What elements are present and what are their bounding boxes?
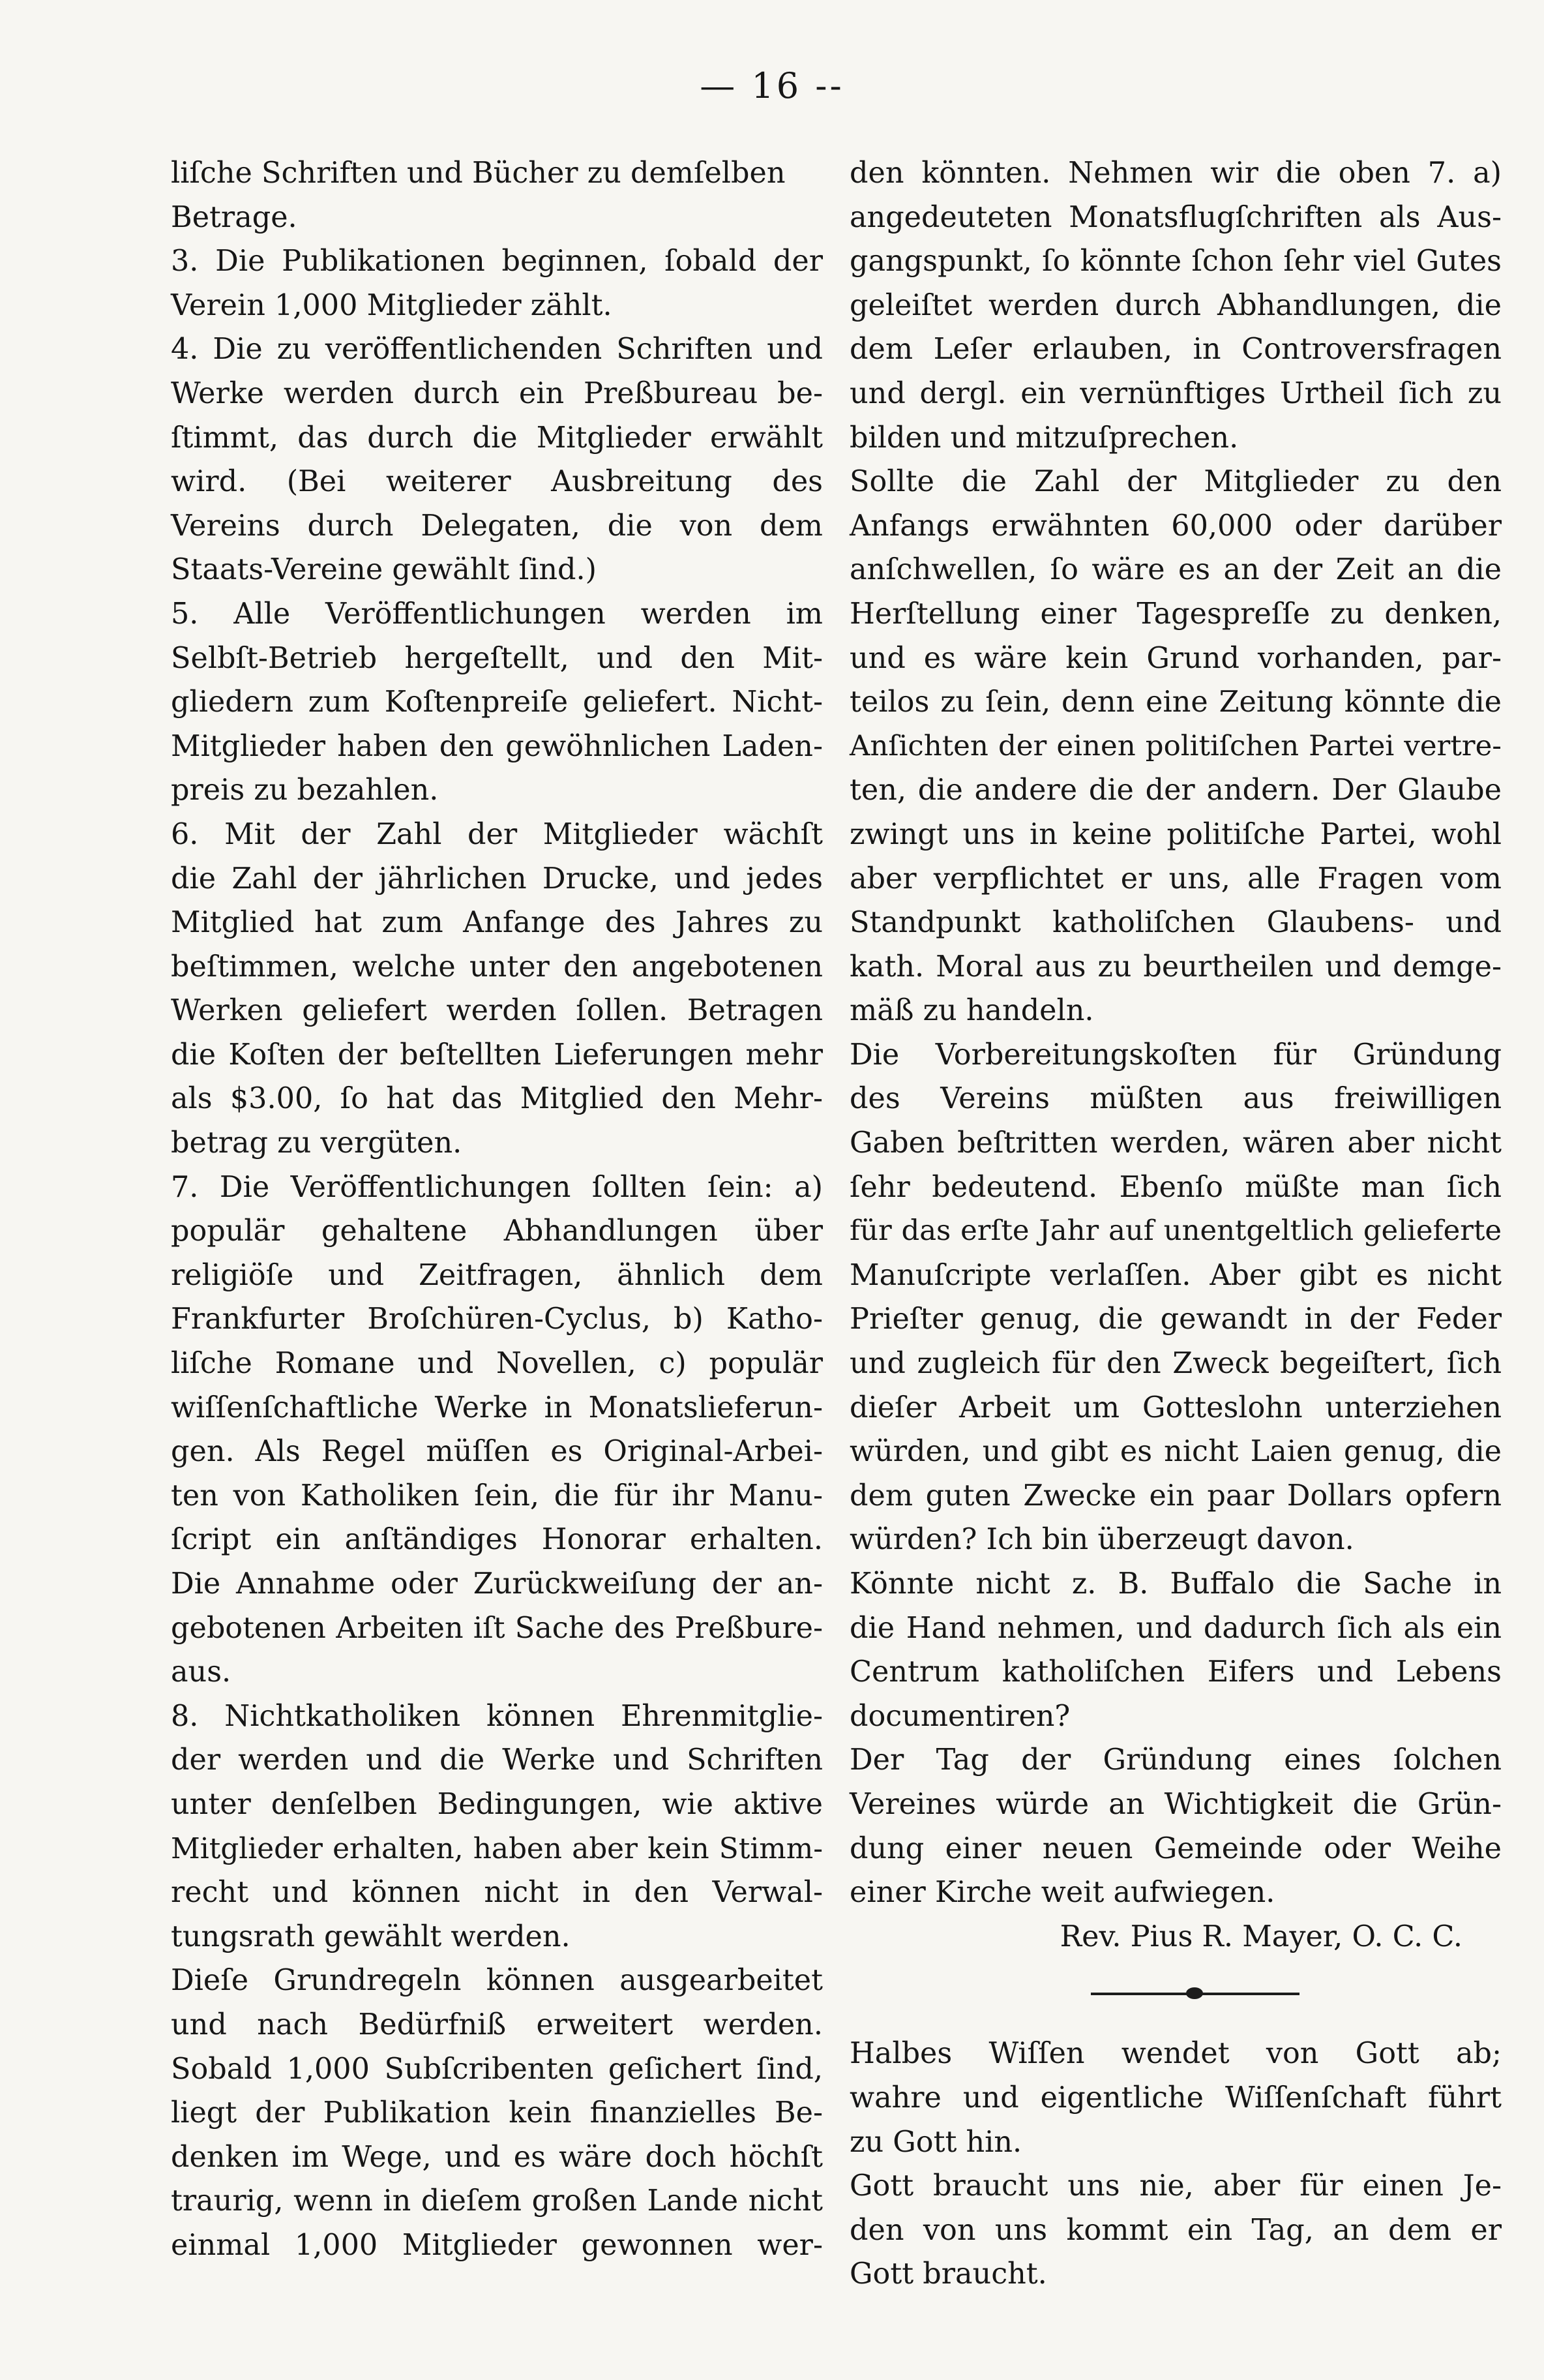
text-line: populär gehaltene Abhandlungen über — [171, 1214, 823, 1248]
text-line: und zugleich für den Zweck begeiſtert, ſich — [850, 1347, 1502, 1381]
text-line: gliedern zum Koſtenpreiſe geliefert. Nicht- — [171, 685, 823, 719]
text-line: Anfangs erwähnten 60,000 oder darüber — [850, 509, 1502, 543]
text-line: Mitglieder erhalten, haben aber kein Stimm- — [171, 1831, 823, 1865]
text-line: Gaben beſtritten werden, wären aber nicht — [850, 1126, 1502, 1160]
text-line: einer Kirche weit aufwiegen. — [850, 1876, 1275, 1910]
text-line: Selbſt-Betrieb hergeſtellt, und den Mit- — [171, 641, 823, 675]
text-line: ſcript ein anſtändiges Honorar erhalten. — [171, 1523, 823, 1557]
text-line: und es wäre kein Grund vorhanden, par- — [850, 641, 1502, 675]
text-line: Gott braucht. — [850, 2257, 1047, 2291]
text-line: Anſichten der einen politiſchen Partei vertre- — [850, 729, 1502, 762]
left-column — [171, 151, 823, 2268]
text-line: Vereins durch Delegaten, die von dem — [171, 509, 823, 543]
text-line: Der Tag der Gründung eines ſolchen — [850, 1743, 1502, 1777]
text-line: 4. Die zu veröffentlichenden Schriften und — [171, 333, 823, 367]
text-line: zu Gott hin. — [850, 2125, 1022, 2159]
text-line: Sollte die Zahl der Mitglieder zu den — [850, 465, 1502, 499]
text-line: aber verpflichtet er uns, alle Fragen vom — [850, 862, 1502, 896]
text-line: wiſſenſchaftliche Werke in Monatslieferun- — [171, 1391, 823, 1424]
text-line: dung einer neuen Gemeinde oder Weihe — [850, 1831, 1502, 1865]
text-line: preis zu bezahlen. — [171, 774, 439, 807]
text-line: denken im Wege, und es wäre doch höchſt — [171, 2140, 823, 2174]
text-line: Dieſe Grundregeln können ausgearbeitet — [171, 1964, 823, 1998]
text-line: Mitglied hat zum Anfange des Jahres zu — [171, 906, 823, 940]
text-line: 5. Alle Veröffentlichungen werden im — [171, 597, 823, 631]
text-line: Mitglieder haben den gewöhnlichen Laden- — [171, 729, 823, 763]
text-line: liegt der Publikation kein finanzielles Be- — [171, 2096, 823, 2130]
text-line: die Zahl der jährlichen Drucke, und jedes — [171, 862, 823, 896]
text-line: liſche Schriften und Bücher zu demſelben — [171, 157, 786, 190]
text-line: unter denſelben Bedingungen, wie aktive — [171, 1787, 823, 1821]
divider-ornament — [1186, 1987, 1203, 1999]
text-line: Die Annahme oder Zurückweiſung der an- — [171, 1567, 823, 1601]
text-line: liſche Romane und Novellen, c) populär — [171, 1347, 823, 1381]
text-line: Könnte nicht z. B. Buffalo die Sache in — [850, 1567, 1502, 1601]
section-divider — [850, 1959, 1502, 2032]
text-line: recht und können nicht in den Verwal- — [171, 1876, 823, 1910]
text-line: wahre und eigentliche Wiſſenſchaft führt — [850, 2081, 1502, 2115]
text-line: Herſtellung einer Tagespreſſe zu denken, — [850, 597, 1502, 631]
text-line: Sobald 1,000 Subſcribenten geſichert ſind, — [171, 2052, 823, 2086]
text-line: 3. Die Publikationen beginnen, ſobald der — [171, 245, 823, 279]
text-line: die Hand nehmen, und dadurch ſich als ein — [850, 1611, 1502, 1645]
text-line: Prieſter genug, die gewandt in der Feder — [850, 1303, 1502, 1336]
text-line: documentiren? — [850, 1699, 1071, 1733]
text-line: kath. Moral aus zu beurtheilen und demge- — [850, 950, 1502, 984]
right-column — [850, 151, 1502, 2297]
text-line: den könnten. Nehmen wir die oben 7. a) — [850, 157, 1502, 190]
text-line: dieſer Arbeit um Gotteslohn unterziehen — [850, 1391, 1502, 1424]
text-line: des Vereins müßten aus freiwilligen — [850, 1082, 1502, 1116]
text-line: religiöſe und Zeitfragen, ähnlich dem — [171, 1258, 823, 1292]
text-line: und dergl. ein vernünftiges Urtheil ſich zu — [850, 376, 1502, 410]
text-line: anſchwellen, ſo wäre es an der Zeit an die — [850, 553, 1502, 587]
text-line: den von uns kommt ein Tag, an dem er — [850, 2213, 1502, 2247]
text-line: Die Vorbereitungskoſten für Gründung — [850, 1038, 1502, 1072]
text-line: als $3.00, ſo hat das Mitglied den Mehr- — [171, 1082, 823, 1116]
text-line: die Koſten der beſtellten Lieferungen mehr — [171, 1038, 823, 1072]
text-line: Gott braucht uns nie, aber für einen Je- — [850, 2169, 1502, 2203]
text-line: 7. Die Veröffentlichungen ſollten ſein: a) — [171, 1170, 823, 1204]
page-number: — 16 -- — [700, 65, 844, 106]
text-line: Vereines würde an Wichtigkeit die Grün- — [850, 1787, 1502, 1821]
text-line: betrag zu vergüten. — [171, 1126, 462, 1160]
signature: Rev. Pius R. Mayer, O. C. C. — [1060, 1920, 1462, 1953]
text-line: würden? Ich bin überzeugt davon. — [850, 1523, 1354, 1557]
text-line: Frankfurter Broſchüren-Cyclus, b) Katho- — [171, 1303, 823, 1336]
text-line: Halbes Wiſſen wendet von Gott ab; — [850, 2037, 1502, 2071]
text-line: aus. — [171, 1655, 231, 1689]
text-line: mäß zu handeln. — [850, 994, 1094, 1028]
text-line: gebotenen Arbeiten iſt Sache des Preßbure- — [171, 1611, 823, 1645]
text-line: ſehr bedeutend. Ebenſo müßte man ſich — [850, 1170, 1502, 1204]
text-line: 8. Nichtkatholiken können Ehrenmitglie- — [171, 1699, 823, 1733]
text-line: Manuſcripte verlaſſen. Aber gibt es nicht — [850, 1258, 1502, 1292]
text-line: gen. Als Regel müſſen es Original-Arbei- — [171, 1435, 823, 1469]
text-line: Werke werden durch ein Preßbureau be- — [171, 376, 823, 410]
text-line: einmal 1,000 Mitglieder gewonnen wer- — [171, 2228, 823, 2262]
text-line: und nach Bedürfniß erweitert werden. — [171, 2008, 823, 2041]
text-line: wird. (Bei weiterer Ausbreitung des — [171, 465, 823, 499]
text-line: beſtimmen, welche unter den angebotenen — [171, 950, 823, 984]
text-line: Staats-Vereine gewählt ſind.) — [171, 553, 597, 587]
text-line: ſtimmt, das durch die Mitglieder erwählt — [171, 421, 823, 455]
text-line: zwingt uns in keine politiſche Partei, wohl — [850, 817, 1502, 851]
text-line: dem Leſer erlauben, in Controversfragen — [850, 333, 1502, 367]
text-line: traurig, wenn in dieſem großen Lande nicht — [171, 2184, 823, 2218]
text-line: dem guten Zwecke ein paar Dollars opfern — [850, 1479, 1502, 1513]
text-line: ten von Katholiken ſein, die für ihr Manu- — [171, 1479, 823, 1513]
text-line: würden, und gibt es nicht Laien genug, die — [850, 1435, 1502, 1469]
text-line: angedeuteten Monatsflugſchriften als Aus- — [850, 200, 1502, 234]
text-line: ten, die andere die der andern. Der Glaube — [850, 774, 1502, 807]
text-line: geleiſtet werden durch Abhandlungen, die — [850, 288, 1502, 322]
text-line: Werken geliefert werden ſollen. Betragen — [171, 994, 823, 1028]
text-line: Centrum katholiſchen Eifers und Lebens — [850, 1655, 1502, 1689]
text-line: teilos zu ſein, denn eine Zeitung könnte die — [850, 685, 1502, 719]
text-line: Betrage. — [171, 200, 297, 234]
text-line: gangspunkt, ſo könnte ſchon ſehr viel Gutes — [850, 245, 1502, 279]
text-line: für das erſte Jahr auf unentgeltlich gelieferte — [850, 1214, 1502, 1248]
text-line: 6. Mit der Zahl der Mitglieder wächſt — [171, 817, 823, 851]
text-line: bilden und mitzuſprechen. — [850, 421, 1239, 455]
text-line: Standpunkt katholiſchen Glaubens- und — [850, 906, 1502, 940]
text-line: der werden und die Werke und Schriften — [171, 1743, 823, 1777]
text-line: tungsrath gewählt werden. — [171, 1920, 571, 1953]
text-line: Verein 1,000 Mitglieder zählt. — [171, 288, 612, 322]
